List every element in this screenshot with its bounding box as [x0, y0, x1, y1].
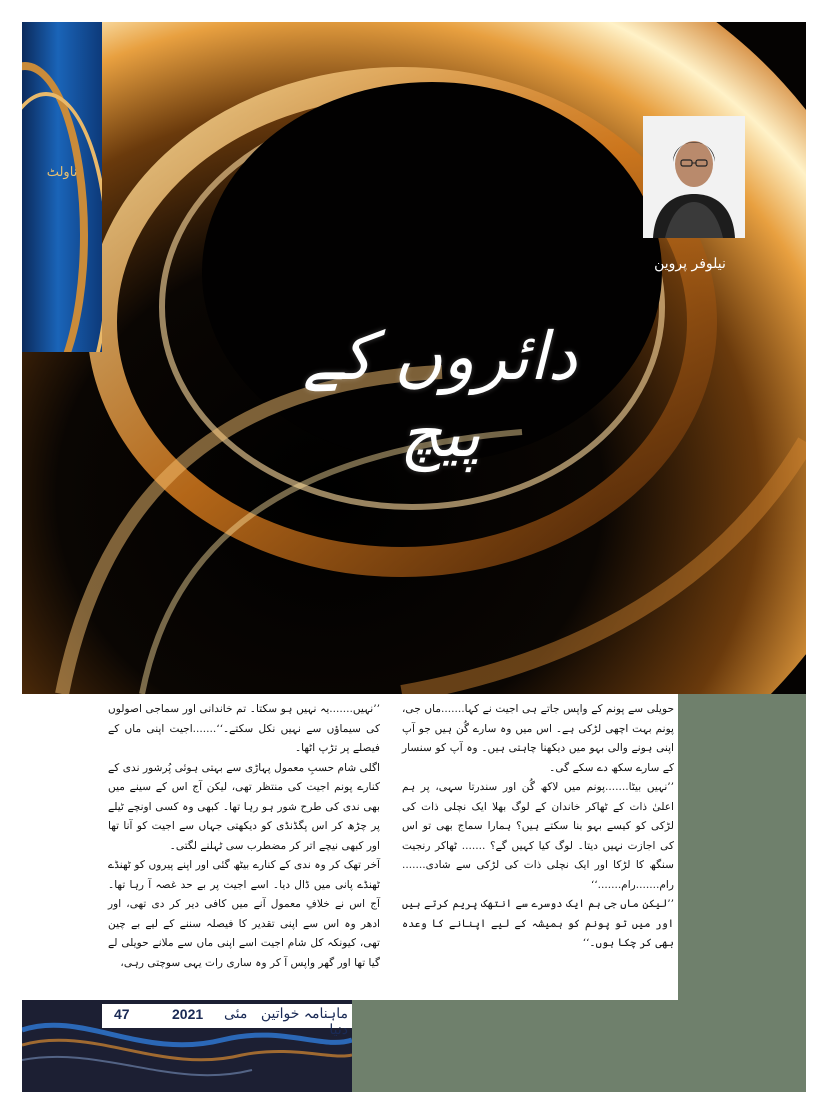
- paragraph: اگلی شام حسبِ معمول پہاڑی سے بہتی ہوئی پُرشور ندی کے کنارے پونم اجیت کی منتظر تھی، لیکن آج اس کے سینے میں بھی ندی کی طرح شور ہو رہا تھا۔ کبھی وہ کسی اونچے ٹیلے پر چڑھ کر اس پگڈنڈی کو دیکھتی جہاں سے اجیت کو آنا تھا اور کبھی نیچے اتر کر مضطرب سی ٹہلنے لگتی۔: [108, 761, 380, 852]
- issue-month: مئی: [224, 1006, 248, 1022]
- paragraph: ’’نہیں بیٹا.......پونم میں لاکھ گُن اور سندرتا سہی، پر ہم اعلیٰ ذات کے ٹھاکر خاندان کے لوگ بھلا ایک نچلی ذات کی لڑکی کو کیسے بہو بنا سکتے ہیں؟ ہمارا سماج بھی تو اس کی اجازت نہیں دیتا۔ لوگ کیا کہیں گے؟ ....... ٹھاکر رنجیت سنگھ کا لڑکا اور ایک نچلی ذات کی لڑکی سے شادی....... رام.......رام.......‘‘: [402, 781, 674, 891]
- author-photo: [643, 116, 745, 238]
- paragraph: ’’نہیں.......یہ نہیں ہو سکتا۔ تم خاندانی اور سماجی اصولوں کی سیماؤں سے نہیں نکل سکتے۔‘‘.......اجیت اپنی ماں کے فیصلے پر تڑپ اٹھا۔: [108, 703, 380, 754]
- paragraph: ’’لیکن ماں جی ہم ایک دوسرے سے انتھک پریم کرتے ہیں اور میں تو پونم کو ہمیشہ کے لیے اپنانے کا وعدہ بھی کر چکا ہوں۔‘‘: [402, 898, 674, 949]
- decorative-side-strip: [22, 22, 102, 352]
- section-label: ناولٹ: [46, 165, 78, 180]
- text-column-left: [108, 700, 380, 973]
- paragraph: حویلی سے پونم کے واپس جاتے ہی اجیت نے کہا.......ماں جی، پونم بہت اچھی لڑکی ہے۔ اس میں وہ سارے گُن ہیں جو آپ اپنی ہونے والی بہو میں دیکھنا چاہتی ہیں۔ وہ آپ کو سنسار کے سارے سکھ دے سکے گی۔: [402, 703, 674, 774]
- paragraph: آخر تھک کر وہ ندی کے کنارے بیٹھ گئی اور اپنے پیروں کو ٹھنڈے ٹھنڈے پانی میں ڈال دیا۔ اسے اجیت پر بے حد غصہ آ رہا تھا۔ آج اس نے خلافِ معمول آنے میں کافی دیر کر دی تھی، اور ادھر وہ اس سے اپنی تقدیر کا فیصلہ سننے کے لیے بے چین تھی، کیونکہ کل شام اجیت اسے اپنی ماں سے ملانے حویلی لے گیا تھا اور گھر واپس آ کر وہ ساری رات یہی سوچتی رہی،: [108, 859, 380, 969]
- author-name: نیلوفر پروین: [654, 256, 726, 272]
- story-text-box: [102, 694, 678, 1000]
- page-number: 47: [114, 1006, 130, 1022]
- text-column-right: [402, 700, 674, 954]
- author-portrait-icon: [643, 116, 745, 238]
- magazine-name: ماہنامہ خواتین دنیا: [260, 1006, 348, 1038]
- footer-bar: [102, 1004, 352, 1038]
- story-title: دائروں کے پیچ: [303, 318, 577, 472]
- issue-year: 2021: [172, 1006, 204, 1022]
